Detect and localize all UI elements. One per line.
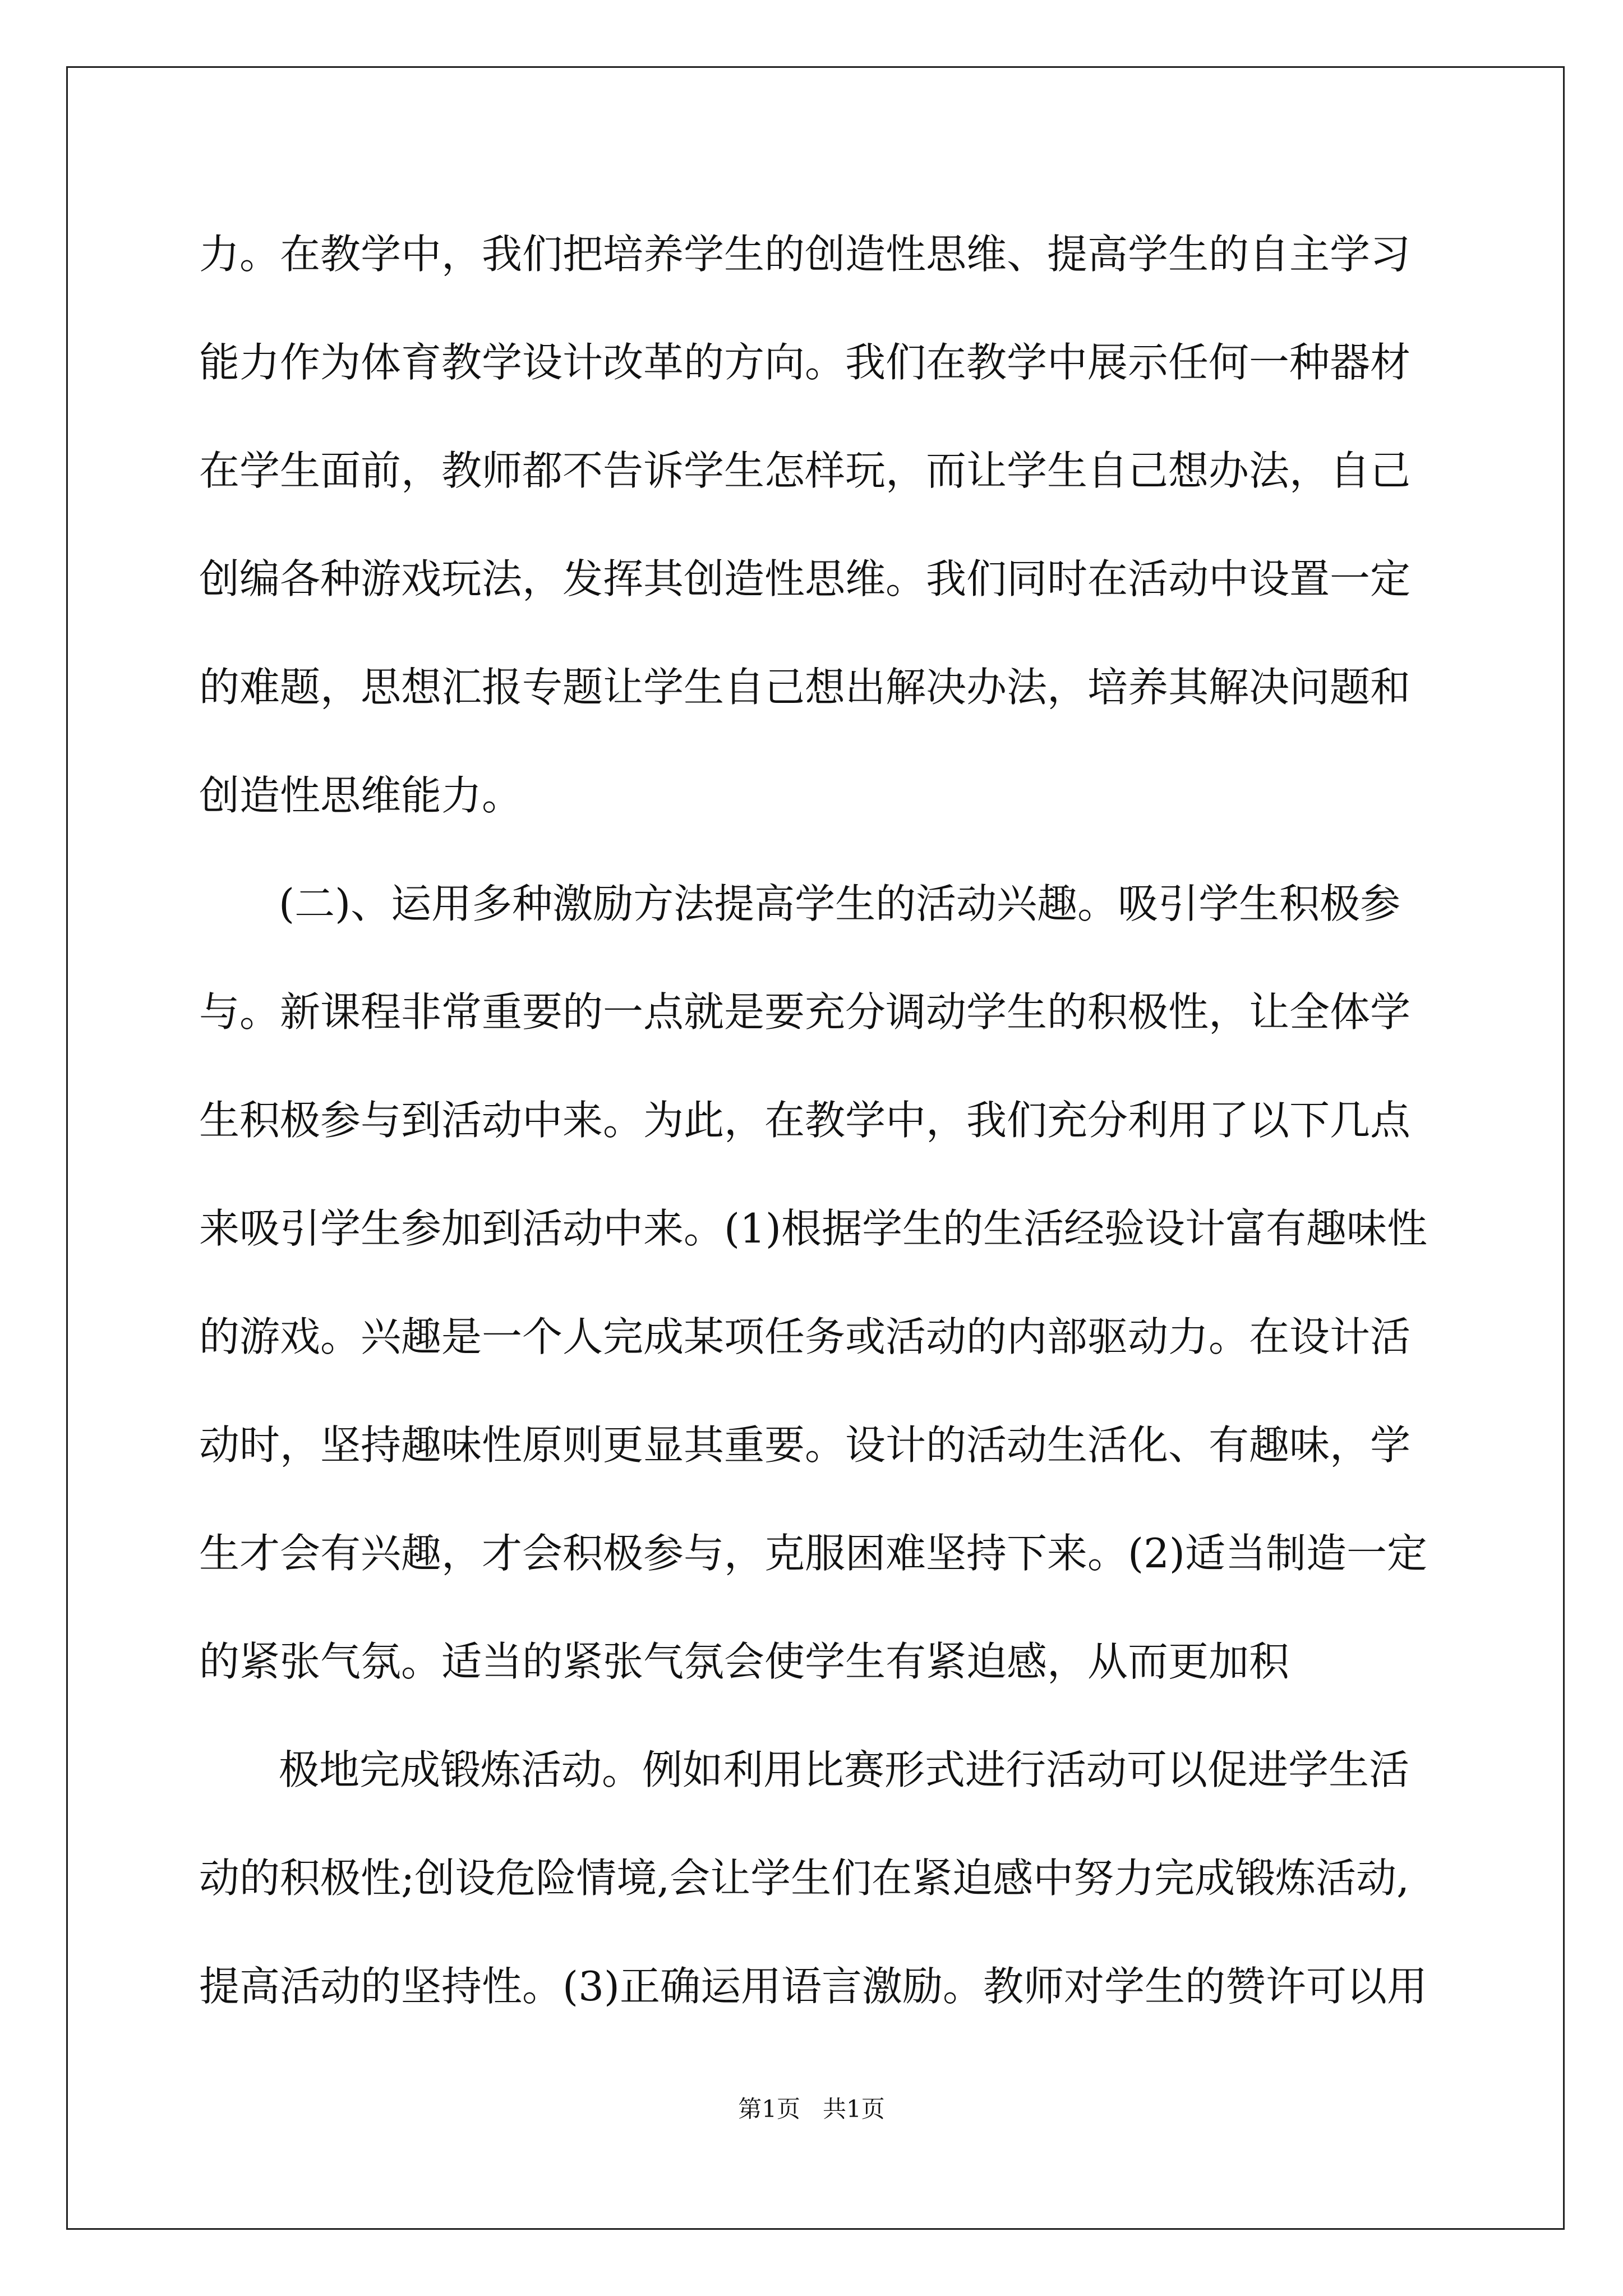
text-line-16: 动的积极性;创设危险情境,会让学生们在紧迫感中努力完成锻炼活动, [199, 1855, 1410, 1902]
text-line-1: 力。在教学中，我们把培养学生的创造性思维、提高学生的自主学习 [199, 231, 1411, 278]
text-line-10: 来吸引学生参加到活动中来。(1)根据学生的生活经验设计富有趣味性 [199, 1205, 1427, 1252]
text-line-3: 在学生面前，教师都不告诉学生怎样玩，而让学生自己想办法，自己 [199, 447, 1411, 494]
text-line-17: 提高活动的坚持性。(3)正确运用语言激励。教师对学生的赞许可以用 [199, 1963, 1427, 2010]
text-line-12: 动时，坚持趣味性原则更显其重要。设计的活动生活化、有趣味，学 [199, 1421, 1411, 1469]
page-footer: 第1页 共1页 [738, 2095, 885, 2123]
text-line-9: 生积极参与到活动中来。为此，在教学中，我们充分利用了以下几点 [199, 1097, 1411, 1144]
text-line-8: 与。新课程非常重要的一点就是要充分调动学生的积极性，让全体学 [199, 988, 1411, 1036]
text-line-14: 的紧张气氛。适当的紧张气氛会使学生有紧迫感，从而更加积 [199, 1638, 1290, 1685]
text-line-11: 的游戏。兴趣是一个人完成某项任务或活动的内部驱动力。在设计活 [199, 1313, 1411, 1360]
text-line-4: 创编各种游戏玩法，发挥其创造性思维。我们同时在活动中设置一定 [199, 555, 1411, 602]
text-line-5: 的难题，思想汇报专题让学生自己想出解决办法，培养其解决问题和 [199, 664, 1411, 711]
text-line-15: 极地完成锻炼活动。例如利用比赛形式进行活动可以促进学生活 [279, 1746, 1410, 1793]
text-line-7: (二)、运用多种激励方法提高学生的活动兴趣。吸引学生积极参 [279, 880, 1401, 927]
text-line-13: 生才会有兴趣，才会积极参与，克服困难坚持下来。(2)适当制造一定 [199, 1530, 1427, 1577]
text-line-6: 创造性思维能力。 [199, 772, 523, 819]
text-line-2: 能力作为体育教学设计改革的方向。我们在教学中展示任何一种器材 [199, 339, 1411, 386]
